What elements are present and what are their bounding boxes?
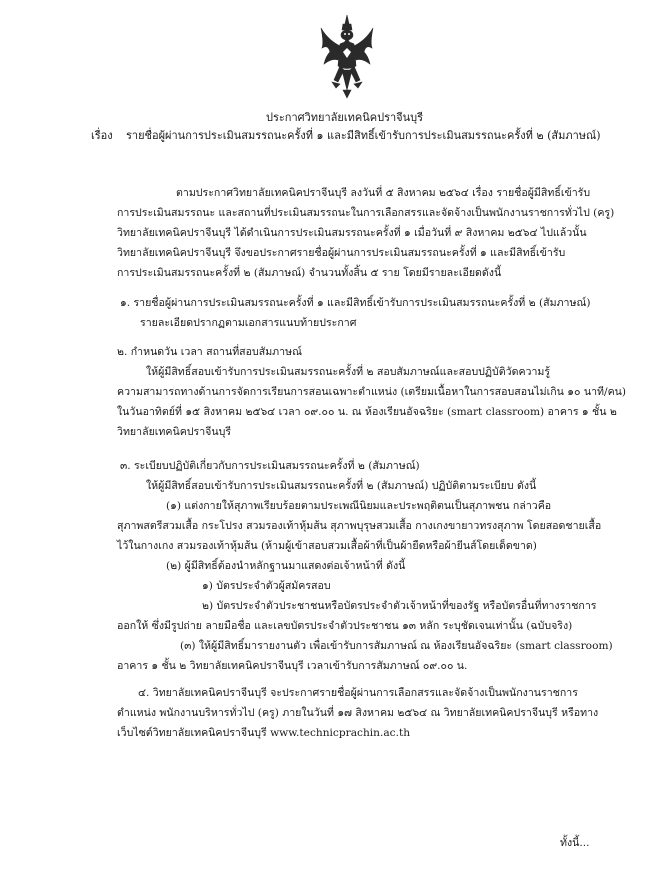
section3-subitem-2: ๒) บัตรประจำตัวประชาชนหรือบัตรประจำตัวเจ้าหน้าที่ของรัฐ หรือบัตรอื่นที่ทางราชการ (202, 600, 597, 612)
section1-detail: รายละเอียดปรากฏตามเอกสารแนบท้ายประกาศ (140, 317, 357, 329)
announcement-title: ประกาศวิทยาลัยเทคนิคปราจีนบุรี (266, 111, 424, 124)
intro-line: การประเมินสมรรถนะ และสถานที่ประเมินสมรรถนะในการเลือกสรรและจัดจ้างเป็นพนักงานราชการทั่วไป (ครู) (117, 207, 615, 219)
section2-line: วิทยาลัยเทคนิคปราจีนบุรี (117, 426, 232, 438)
section4-line: ตำแหน่ง พนักงานบริหารทั่วไป (ครู) ภายในวันที่ ๑๗ สิงหาคม ๒๕๖๔ ณ วิทยาลัยเทคนิคปราจีนบุรี หรือทาง (117, 707, 599, 719)
website-link[interactable]: www.technicprachin.ac.th (270, 727, 411, 739)
section1-heading: ๑. รายชื่อผู้ผ่านการประเมินสมรรถนะครั้งที่ ๑ และมีสิทธิ์เข้ารับการประเมินสมรรถนะครั้งที่ ๒ (สัมภาษณ์) (120, 297, 591, 309)
section4-line: ๔. วิทยาลัยเทคนิคปราจีนบุรี จะประกาศรายชื่อผู้ผ่านการเลือกสรรและจัดจ้างเป็นพนักงานราชการ (138, 687, 578, 699)
garuda-emblem-icon (318, 14, 376, 100)
section3-item-2: (๒) ผู้มีสิทธิ์ต้องนำหลักฐานมาแสดงต่อเจ้าหน้าที่ ดังนี้ (166, 560, 406, 572)
section3-item-3: (๓) ให้ผู้มีสิทธิ์มารายงานตัว เพื่อเข้ารับการสัมภาษณ์ ณ ห้องเรียนอัจฉริยะ (smart classroom) (180, 640, 613, 652)
intro-line: ตามประกาศวิทยาลัยเทคนิคปราจีนบุรี ลงวันที่ ๕ สิงหาคม ๒๕๖๔ เรื่อง รายชื่อผู้มีสิทธิ์เข้ารับ (176, 187, 591, 199)
section3-line: อาคาร ๑ ชั้น ๒ วิทยาลัยเทคนิคปราจีนบุรี เวลาเข้ารับการสัมภาษณ์ ๐๙.๐๐ น. (117, 660, 468, 672)
section3-line: สุภาพสตรีสวมเสื้อ กระโปรง สวมรองเท้าหุ้มส้น สุภาพบุรุษสวมเสื้อ กางเกงขายาวทรงสุภาพ โดยสอดชายเสื้อ (117, 520, 602, 532)
section3-heading: ๓. ระเบียบปฏิบัติเกี่ยวกับการประเมินสมรรถนะครั้งที่ ๒ (สัมภาษณ์) (120, 460, 420, 472)
section3-item-1: (๑) แต่งกายให้สุภาพเรียบร้อยตามประเพณีนิยมและประพฤติตนเป็นสุภาพชน กล่าวคือ (166, 500, 552, 512)
section2-line: ความสามารถทางด้านการจัดการเรียนการสอนเฉพาะตำแหน่ง (เตรียมเนื้อหาในการสอบสอนไม่เกิน ๑๐ นาที/คน) (117, 386, 627, 398)
section3-line: ไว้ในกางเกง สวมรองเท้าหุ้มส้น (ห้ามผู้เข้าสอบสวมเสื้อผ้าที่เป็นผ้ายืดหรือผ้ายีนส์โดยเด็ดขาด) (117, 540, 537, 552)
website-prefix: เว็บไซต์วิทยาลัยเทคนิคปราจีนบุรี (117, 727, 267, 739)
section2-line: ในวันอาทิตย์ที่ ๑๕ สิงหาคม ๒๕๖๔ เวลา ๐๙.๐๐ น. ณ ห้องเรียนอัจฉริยะ (smart classroom) อาคาร ๑ ชั้น ๒ (117, 406, 617, 418)
intro-line: วิทยาลัยเทคนิคปราจีนบุรี ได้ดำเนินการประเมินสมรรถนะครั้งที่ ๑ เมื่อวันที่ ๙ สิงหาคม ๒๕๖๔ ไปแล้วนั้น (117, 227, 587, 239)
subject-text: รายชื่อผู้ผ่านการประเมินสมรรถนะครั้งที่ ๑ และมีสิทธิ์เข้ารับการประเมินสมรรถนะครั้งที่ ๒ (สัมภาษณ์) (126, 129, 601, 142)
subject-label: เรื่อง (91, 129, 113, 142)
continuation-text: ทั้งนี้... (560, 837, 590, 849)
intro-line: วิทยาลัยเทคนิคปราจีนบุรี จึงขอประกาศรายชื่อผู้ผ่านการประเมินสมรรถนะครั้งที่ ๑ และมีสิทธิ์เข้ารับ (117, 247, 566, 259)
section3-line: ออกให้ ซึ่งมีรูปถ่าย ลายมือชื่อ และเลขบัตรประจำตัวประชาชน ๑๓ หลัก ระบุชัดเจนเท่านั้น (ฉบับจริง) (117, 620, 573, 632)
section3-line: ให้ผู้มีสิทธิ์สอบเข้ารับการประเมินสมรรถนะครั้งที่ ๒ (สัมภาษณ์) ปฏิบัติตามระเบียบ ดังนี้ (146, 480, 537, 492)
section2-line: ให้ผู้มีสิทธิ์สอบเข้ารับการประเมินสมรรถนะครั้งที่ ๒ สอบสัมภาษณ์และสอบปฏิบัติวัดความรู้ (146, 366, 551, 378)
section3-subitem-1: ๑) บัตรประจำตัวผู้สมัครสอบ (202, 580, 331, 592)
intro-line: การประเมินสมรรถนะครั้งที่ ๒ (สัมภาษณ์) จำนวนทั้งสิ้น ๕ ราย โดยมีรายละเอียดดังนี้ (117, 267, 502, 279)
section2-heading: ๒. กำหนดวัน เวลา สถานที่สอบสัมภาษณ์ (117, 346, 302, 358)
website-line (117, 726, 410, 740)
